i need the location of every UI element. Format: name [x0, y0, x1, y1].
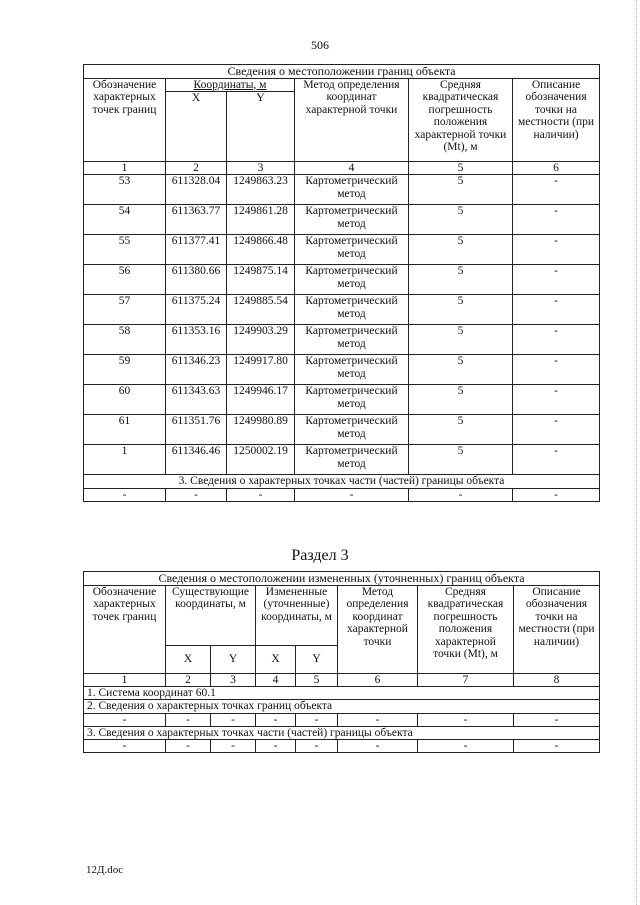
cell-point: 54 — [84, 205, 166, 235]
cell-method: Картометрический метод — [295, 325, 409, 355]
cell-x: 611346.23 — [166, 355, 227, 385]
cell-method: Картометрический метод — [295, 295, 409, 325]
col-number: 5 — [409, 162, 513, 175]
table-row — [84, 355, 600, 385]
header-description: Описание обозначения точки на местности (при наличии) — [513, 78, 600, 162]
cell-method: Картометрический метод — [295, 235, 409, 265]
empty-cell: - — [296, 740, 338, 753]
empty-cell: - — [514, 740, 600, 753]
empty-cell: - — [166, 740, 211, 753]
empty-cell: - — [84, 713, 166, 726]
col-number: 3 — [227, 162, 295, 175]
col-number: 4 — [256, 673, 296, 686]
cell-accuracy: 5 — [409, 355, 513, 385]
cell-accuracy: 5 — [409, 205, 513, 235]
cell-accuracy: 5 — [409, 175, 513, 205]
header-accuracy: Средняя квадратическая погрешность положения характерной точки (Mt), м — [418, 585, 514, 673]
cell-y: 1249903.29 — [227, 325, 295, 355]
header-changed: Измененные (уточненные) координаты, м — [256, 585, 338, 645]
cell-method: Картометрический метод — [295, 205, 409, 235]
cell-y: 1249861.28 — [227, 205, 295, 235]
header-method: Метод определения координат характерной точки — [338, 585, 418, 673]
table-row — [84, 235, 600, 265]
footer-filename: 12Д.doc — [86, 864, 124, 876]
col-number: 7 — [418, 673, 514, 686]
col-number: 1 — [84, 673, 166, 686]
part-section-title: 3. Сведения о характерных точках части (частей) границы объекта — [84, 475, 600, 489]
empty-cell: - — [256, 740, 296, 753]
cell-y: 1249863.23 — [227, 175, 295, 205]
empty-cell: - — [514, 713, 600, 726]
col-number: 3 — [211, 673, 256, 686]
header-y: Y — [211, 645, 256, 673]
col-number: 6 — [513, 162, 600, 175]
table-row — [84, 385, 600, 415]
empty-cell: - — [418, 713, 514, 726]
empty-cell: - — [211, 713, 256, 726]
header-x: X — [166, 645, 211, 673]
coord-system: 1. Система координат 60.1 — [84, 686, 600, 700]
cell-method: Картометрический метод — [295, 415, 409, 445]
cell-method: Картометрический метод — [295, 385, 409, 415]
cell-desc: - — [513, 205, 600, 235]
cell-point: 56 — [84, 265, 166, 295]
scan-edge — [636, 0, 640, 905]
cell-x: 611377.41 — [166, 235, 227, 265]
cell-desc: - — [513, 175, 600, 205]
table-row — [84, 415, 600, 445]
empty-cell: - — [296, 713, 338, 726]
boundary-table — [83, 64, 600, 502]
cell-y: 1249885.54 — [227, 295, 295, 325]
empty-cell: - — [295, 488, 409, 501]
part-section-title: 3. Сведения о характерных точках части (частей) границы объекта — [84, 726, 600, 740]
cell-y: 1249866.48 — [227, 235, 295, 265]
header-coords: Координаты, м — [166, 78, 295, 92]
col-number: 8 — [514, 673, 600, 686]
cell-y: 1249875.14 — [227, 265, 295, 295]
empty-cell: - — [84, 488, 166, 501]
boundary-section-title: 2. Сведения о характерных точках границ объекта — [84, 700, 600, 714]
cell-accuracy: 5 — [409, 265, 513, 295]
empty-cell: - — [227, 488, 295, 501]
cell-point: 58 — [84, 325, 166, 355]
header-method: Метод определения координат характерной точки — [295, 78, 409, 162]
cell-point: 61 — [84, 415, 166, 445]
col-number: 2 — [166, 673, 211, 686]
cell-point: 59 — [84, 355, 166, 385]
col-number: 1 — [84, 162, 166, 175]
header-point: Обозначение характерных точек границ — [84, 585, 166, 673]
table-caption: Сведения о местоположении измененных (уточненных) границ объекта — [84, 572, 600, 586]
cell-desc: - — [513, 265, 600, 295]
header-y: Y — [296, 645, 338, 673]
header-x: X — [166, 92, 227, 162]
cell-method: Картометрический метод — [295, 445, 409, 475]
table-row — [84, 295, 600, 325]
empty-cell: - — [166, 713, 211, 726]
empty-cell: - — [166, 488, 227, 501]
table-caption: Сведения о местоположении границ объекта — [84, 65, 600, 79]
cell-accuracy: 5 — [409, 415, 513, 445]
section-title: Раздел 3 — [291, 547, 349, 564]
cell-point: 57 — [84, 295, 166, 325]
table-row — [84, 175, 600, 205]
cell-method: Картометрический метод — [295, 175, 409, 205]
cell-accuracy: 5 — [409, 385, 513, 415]
table-row — [84, 205, 600, 235]
cell-x: 611328.04 — [166, 175, 227, 205]
cell-desc: - — [513, 325, 600, 355]
changed-boundary-table — [83, 571, 600, 753]
cell-accuracy: 5 — [409, 295, 513, 325]
cell-y: 1249946.17 — [227, 385, 295, 415]
cell-x: 611380.66 — [166, 265, 227, 295]
cell-method: Картометрический метод — [295, 355, 409, 385]
cell-desc: - — [513, 235, 600, 265]
empty-cell: - — [418, 740, 514, 753]
col-number: 5 — [296, 673, 338, 686]
cell-x: 611353.16 — [166, 325, 227, 355]
empty-cell: - — [338, 713, 418, 726]
cell-x: 611363.77 — [166, 205, 227, 235]
cell-y: 1249917.80 — [227, 355, 295, 385]
cell-desc: - — [513, 355, 600, 385]
cell-desc: - — [513, 385, 600, 415]
table-row — [84, 265, 600, 295]
col-number: 2 — [166, 162, 227, 175]
empty-cell: - — [409, 488, 513, 501]
cell-accuracy: 5 — [409, 445, 513, 475]
empty-cell: - — [84, 740, 166, 753]
cell-method: Картометрический метод — [295, 265, 409, 295]
header-accuracy: Средняя квадратическая погрешность положения характерной точки (Mt), м — [409, 78, 513, 162]
cell-x: 611346.46 — [166, 445, 227, 475]
cell-x: 611351.76 — [166, 415, 227, 445]
page-number: 506 — [311, 38, 329, 52]
cell-accuracy: 5 — [409, 235, 513, 265]
table-row — [84, 445, 600, 475]
table-row — [84, 325, 600, 355]
cell-accuracy: 5 — [409, 325, 513, 355]
cell-desc: - — [513, 295, 600, 325]
cell-x: 611375.24 — [166, 295, 227, 325]
cell-desc: - — [513, 445, 600, 475]
empty-cell: - — [513, 488, 600, 501]
cell-point: 55 — [84, 235, 166, 265]
empty-cell: - — [338, 740, 418, 753]
cell-point: 60 — [84, 385, 166, 415]
header-x: X — [256, 645, 296, 673]
header-point: Обозначение характерных точек границ — [84, 78, 166, 162]
cell-y: 1249980.89 — [227, 415, 295, 445]
cell-point: 53 — [84, 175, 166, 205]
empty-cell: - — [211, 740, 256, 753]
empty-cell: - — [256, 713, 296, 726]
col-number: 4 — [295, 162, 409, 175]
header-description: Описание обозначения точки на местности (при наличии) — [514, 585, 600, 673]
cell-desc: - — [513, 415, 600, 445]
header-y: Y — [227, 92, 295, 162]
cell-point: 1 — [84, 445, 166, 475]
cell-x: 611343.63 — [166, 385, 227, 415]
col-number: 6 — [338, 673, 418, 686]
cell-y: 1250002.19 — [227, 445, 295, 475]
header-existing: Существующие координаты, м — [166, 585, 256, 645]
